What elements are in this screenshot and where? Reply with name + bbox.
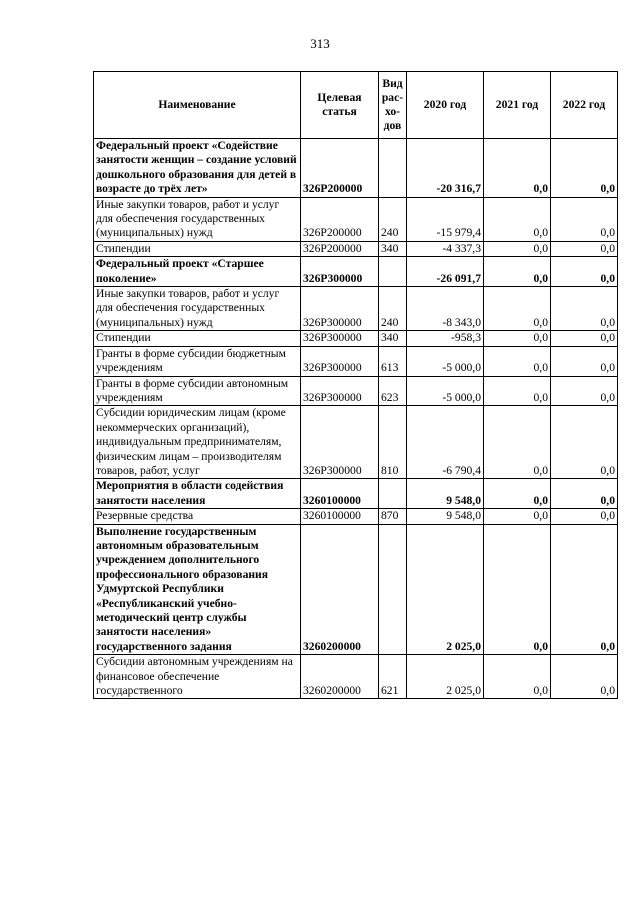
row-name: Стипендии <box>94 331 301 346</box>
row-2021: 0,0 <box>484 346 551 376</box>
row-2021: 0,0 <box>484 406 551 479</box>
table-row <box>94 406 618 479</box>
row-name: Иные закупки товаров, работ и услуг для обеспечения государственных (муниципальных) нужд <box>94 287 301 331</box>
row-2020: -6 790,4 <box>407 406 484 479</box>
row-type: 340 <box>379 241 407 256</box>
header-type: Вид рас-хо-дов <box>379 72 407 139</box>
row-code: 326P200000 <box>301 241 379 256</box>
row-2021: 0,0 <box>484 509 551 524</box>
row-2022: 0,0 <box>551 139 618 198</box>
row-2020: 2 025,0 <box>407 655 484 699</box>
row-2020: -8 343,0 <box>407 287 484 331</box>
row-code: 326P300000 <box>301 331 379 346</box>
header-name: Наименование <box>94 72 301 139</box>
table-header-row <box>94 72 618 139</box>
row-type <box>379 479 407 509</box>
row-name: Гранты в форме субсидии бюджетным учреждениям <box>94 346 301 376</box>
row-type: 340 <box>379 331 407 346</box>
row-code: 326P300000 <box>301 376 379 406</box>
row-2020: -20 316,7 <box>407 139 484 198</box>
row-2020: 2 025,0 <box>407 524 484 655</box>
row-type <box>379 257 407 287</box>
row-2022: 0,0 <box>551 376 618 406</box>
row-name: Резервные средства <box>94 509 301 524</box>
header-2022: 2022 год <box>551 72 618 139</box>
table-body <box>94 139 618 699</box>
row-2020: -15 979,4 <box>407 197 484 241</box>
header-2020: 2020 год <box>407 72 484 139</box>
table-row <box>94 524 618 655</box>
row-code: 326P200000 <box>301 139 379 198</box>
row-2021: 0,0 <box>484 197 551 241</box>
row-2022: 0,0 <box>551 197 618 241</box>
row-2021: 0,0 <box>484 524 551 655</box>
table-row <box>94 241 618 256</box>
row-2022: 0,0 <box>551 524 618 655</box>
row-2022: 0,0 <box>551 257 618 287</box>
header-2021: 2021 год <box>484 72 551 139</box>
budget-table <box>93 71 618 699</box>
row-2022: 0,0 <box>551 331 618 346</box>
table-row <box>94 257 618 287</box>
table-row <box>94 139 618 198</box>
table-row <box>94 509 618 524</box>
row-2020: -26 091,7 <box>407 257 484 287</box>
row-name: Мероприятия в области содействия занятости населения <box>94 479 301 509</box>
row-type: 623 <box>379 376 407 406</box>
table-row <box>94 346 618 376</box>
table-row <box>94 479 618 509</box>
row-2021: 0,0 <box>484 139 551 198</box>
row-2022: 0,0 <box>551 241 618 256</box>
row-name: Стипендии <box>94 241 301 256</box>
row-2022: 0,0 <box>551 346 618 376</box>
row-code: 3260200000 <box>301 524 379 655</box>
row-2021: 0,0 <box>484 655 551 699</box>
row-code: 326P300000 <box>301 406 379 479</box>
row-2021: 0,0 <box>484 287 551 331</box>
row-code: 3260100000 <box>301 509 379 524</box>
row-2020: 9 548,0 <box>407 509 484 524</box>
row-type: 810 <box>379 406 407 479</box>
row-type: 870 <box>379 509 407 524</box>
row-code: 3260100000 <box>301 479 379 509</box>
row-2021: 0,0 <box>484 241 551 256</box>
header-target: Целевая статья <box>301 72 379 139</box>
row-2022: 0,0 <box>551 287 618 331</box>
row-2022: 0,0 <box>551 655 618 699</box>
row-code: 326P300000 <box>301 257 379 287</box>
row-2021: 0,0 <box>484 331 551 346</box>
row-type: 613 <box>379 346 407 376</box>
row-name: Гранты в форме субсидии автономным учреждениям <box>94 376 301 406</box>
row-code: 3260200000 <box>301 655 379 699</box>
row-code: 326P300000 <box>301 287 379 331</box>
table-row <box>94 287 618 331</box>
row-name: Федеральный проект «Содействие занятости женщин – создание условий дошкольного образования для детей в возрасте до трёх лет» <box>94 139 301 198</box>
row-code: 326P200000 <box>301 197 379 241</box>
row-2022: 0,0 <box>551 406 618 479</box>
row-type <box>379 524 407 655</box>
row-name: Субсидии юридическим лицам (кроме некоммерческих организаций), индивидуальным предпринимателям, физическим лицам – производителям товаров, работ, услуг <box>94 406 301 479</box>
row-2021: 0,0 <box>484 479 551 509</box>
row-2020: -5 000,0 <box>407 346 484 376</box>
row-2022: 0,0 <box>551 479 618 509</box>
row-name: Иные закупки товаров, работ и услуг для обеспечения государственных (муниципальных) нужд <box>94 197 301 241</box>
row-2021: 0,0 <box>484 376 551 406</box>
table-row <box>94 197 618 241</box>
row-2020: -4 337,3 <box>407 241 484 256</box>
row-code: 326P300000 <box>301 346 379 376</box>
table-row <box>94 655 618 699</box>
row-2020: -958,3 <box>407 331 484 346</box>
row-type: 240 <box>379 287 407 331</box>
table-row <box>94 331 618 346</box>
row-2020: -5 000,0 <box>407 376 484 406</box>
row-name: Выполнение государственным автономным образовательным учреждением дополнительного профессионального образования Удмуртской Республики «Республиканский учебно-методический центр службы занятости населения» государственного задания <box>94 524 301 655</box>
row-name: Субсидии автономным учреждениям на финансовое обеспечение государственного <box>94 655 301 699</box>
row-name: Федеральный проект «Старшее поколение» <box>94 257 301 287</box>
row-2021: 0,0 <box>484 257 551 287</box>
row-2022: 0,0 <box>551 509 618 524</box>
table-row <box>94 376 618 406</box>
row-type: 621 <box>379 655 407 699</box>
row-type <box>379 139 407 198</box>
row-type: 240 <box>379 197 407 241</box>
row-2020: 9 548,0 <box>407 479 484 509</box>
page-number: 313 <box>310 36 330 51</box>
